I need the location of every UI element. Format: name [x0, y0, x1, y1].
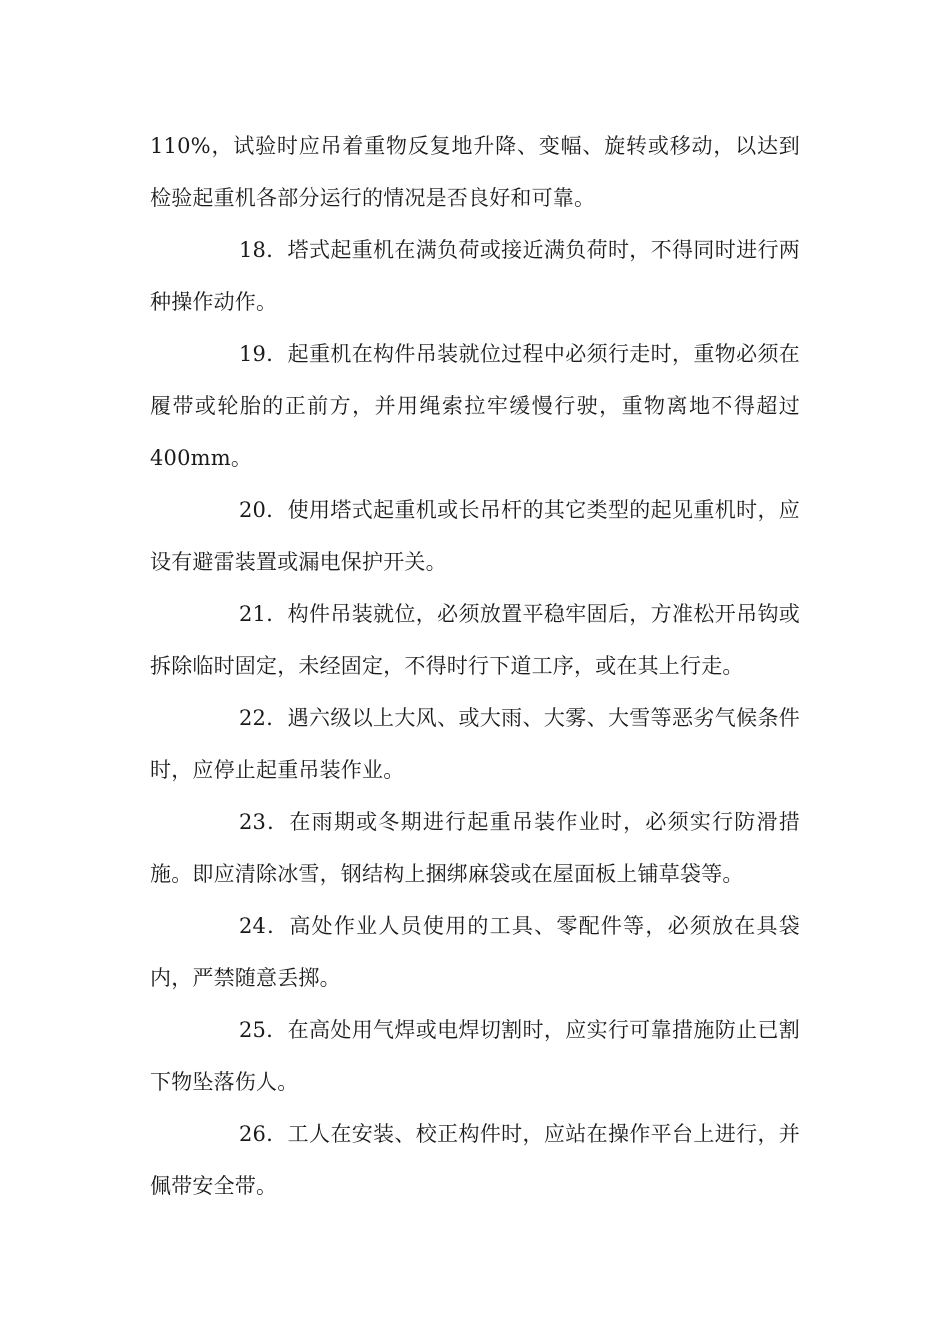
paragraph-item-25: 25．在高处用气焊或电焊切割时，应实行可靠措施防止已割下物坠落伤人。: [150, 1018, 800, 1094]
paragraph-item-21: 21．构件吊装就位，必须放置平稳牢固后，方准松开吊钩或拆除临时固定，未经固定，不得时行下道工序，或在其上行走。: [150, 602, 800, 678]
paragraph-item-26: 26．工人在安装、校正构件时，应站在操作平台上进行，并佩带安全带。: [150, 1122, 800, 1198]
paragraph-item-24: 24．高处作业人员使用的工具、零配件等，必须放在具袋内，严禁随意丢掷。: [150, 914, 800, 990]
paragraph-item-23: 23．在雨期或冬期进行起重吊装作业时，必须实行防滑措施。即应清除冰雪，钢结构上捆绑麻袋或在屋面板上铺草袋等。: [150, 810, 800, 886]
paragraph-item-20: 20．使用塔式起重机或长吊杆的其它类型的起见重机时，应设有避雷装置或漏电保护开关。: [150, 498, 800, 574]
paragraph-item-18: 18．塔式起重机在满负荷或接近满负荷时，不得同时进行两种操作动作。: [150, 238, 800, 314]
paragraph-item-19: 19．起重机在构件吊装就位过程中必须行走时，重物必须在履带或轮胎的正前方，并用绳索拉牢缓慢行驶，重物离地不得超过400mm。: [150, 342, 800, 470]
paragraph-1: 110%，试验时应吊着重物反复地升降、变幅、旋转或移动，以达到检验起重机各部分运行的情况是否良好和可靠。: [150, 134, 800, 210]
paragraph-item-22: 22．遇六级以上大风、或大雨、大雾、大雪等恶劣气候条件时，应停止起重吊装作业。: [150, 706, 800, 782]
